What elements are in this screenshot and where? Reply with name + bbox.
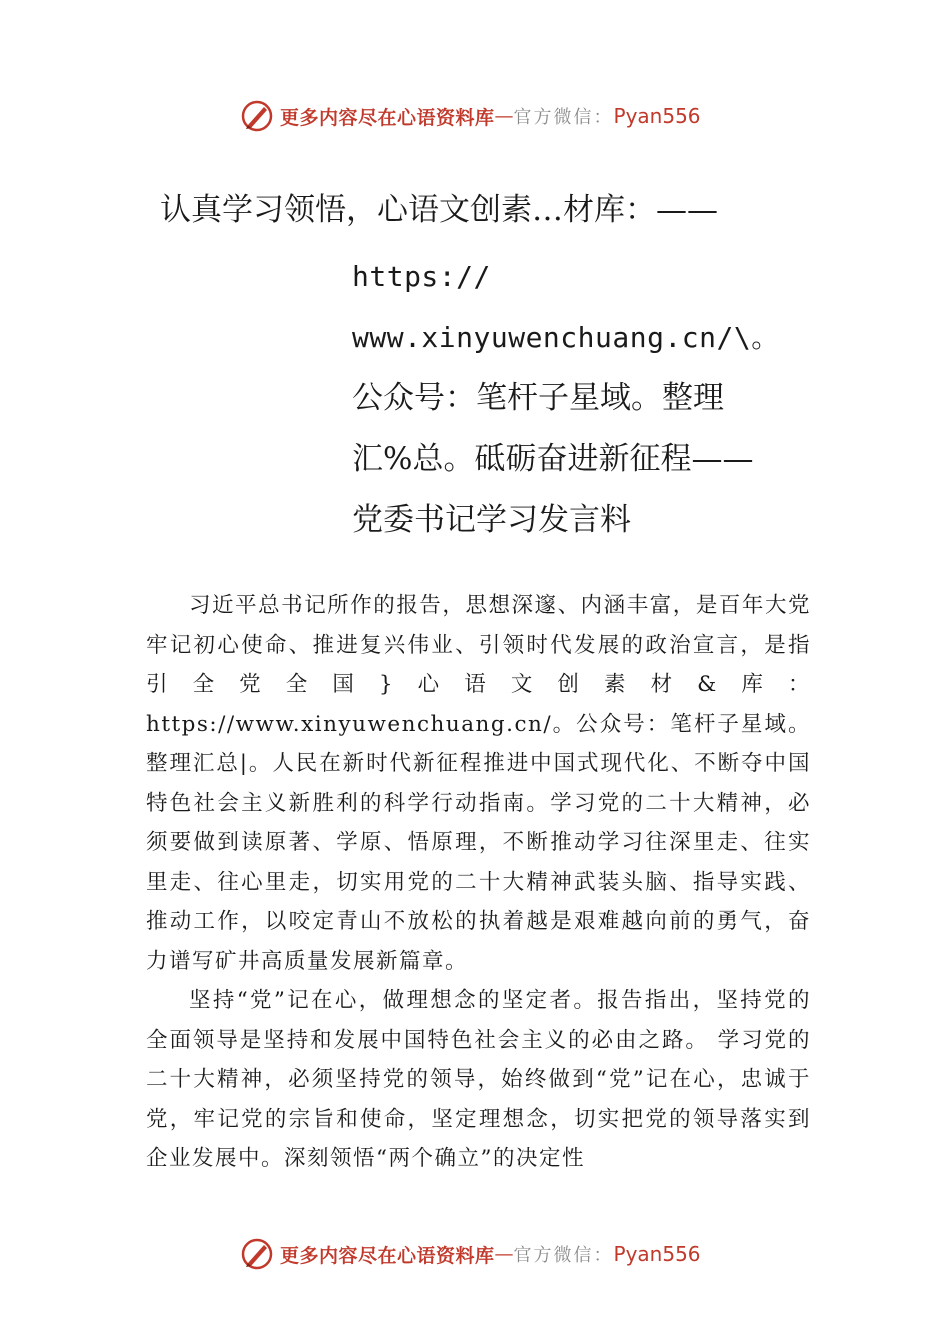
doc-title-line2: https:// bbox=[352, 260, 491, 293]
pen-logo-icon bbox=[240, 1237, 274, 1271]
doc-title-line6: 党委书记学习发言料 bbox=[352, 502, 631, 538]
banner-main-text: 更多内容尽在心语资料库 bbox=[280, 106, 495, 129]
doc-title-line4: 公众号：笔杆子星域。整理 bbox=[352, 380, 724, 416]
body-paragraph-1: 习近平总书记所作的报告，思想深邃、内涵丰富，是百年大党牢记初心使命、推进复兴伟业、引领时代发展的政治宣言，是指引全党全国}心语文创素材&库：https://www.xinyuwenchuang.cn/。公众号：笔杆子星域。整理汇总|。人民在新时代新征程推进中国式现代化、不断夺中国特色社会主义新胜利的科学行动指南。学习党的二十大精神，必须要做到读原著、学原、悟原理，不断推动学习往深里走、往实里走、往心里走，切实用党的二十大精神武装头脑、指导实践、推动工作，以咬定青山不放松的执着越是艰难越向前的勇气，奋力谱写矿井高质量发展新篇章。 bbox=[146, 593, 811, 974]
pen-logo-icon bbox=[240, 99, 274, 133]
doc-title-block bbox=[352, 246, 812, 551]
banner-separator: — bbox=[494, 105, 514, 127]
body-paragraph-2: 坚持“党”记在心，做理想念的坚定者。报告指出，坚持党的全面领导是坚持和发展中国特色社会主义的必由之路。 学习党的二十大精神，必须坚持党的领导，始终做到“党”记在心，忠诚于党，牢记党的宗旨和使命，坚定理想念，切实把党的领导落实到企业发展中。深刻领悟“两个确立”的决定性 bbox=[146, 988, 811, 1171]
doc-title-line1: 认真学习领悟，心语文创素…材库：—— bbox=[160, 192, 718, 228]
banner-main-text: 更多内容尽在心语资料库 bbox=[280, 1244, 495, 1267]
banner-separator: — bbox=[494, 1243, 514, 1265]
banner-wechat-id: Pyan556 bbox=[613, 1242, 701, 1266]
banner-wechat-label: 官方微信： bbox=[513, 1245, 614, 1266]
doc-title-line5: 汇%总。砥砺奋进新征程—— bbox=[352, 441, 754, 477]
doc-title-line3: www.xinyuwenchuang.cn/\。 bbox=[352, 321, 780, 354]
doc-body bbox=[146, 586, 811, 1179]
header-banner bbox=[240, 96, 760, 136]
footer-banner bbox=[240, 1234, 760, 1274]
banner-wechat-id: Pyan556 bbox=[613, 104, 701, 128]
banner-wechat-label: 官方微信： bbox=[513, 107, 614, 128]
